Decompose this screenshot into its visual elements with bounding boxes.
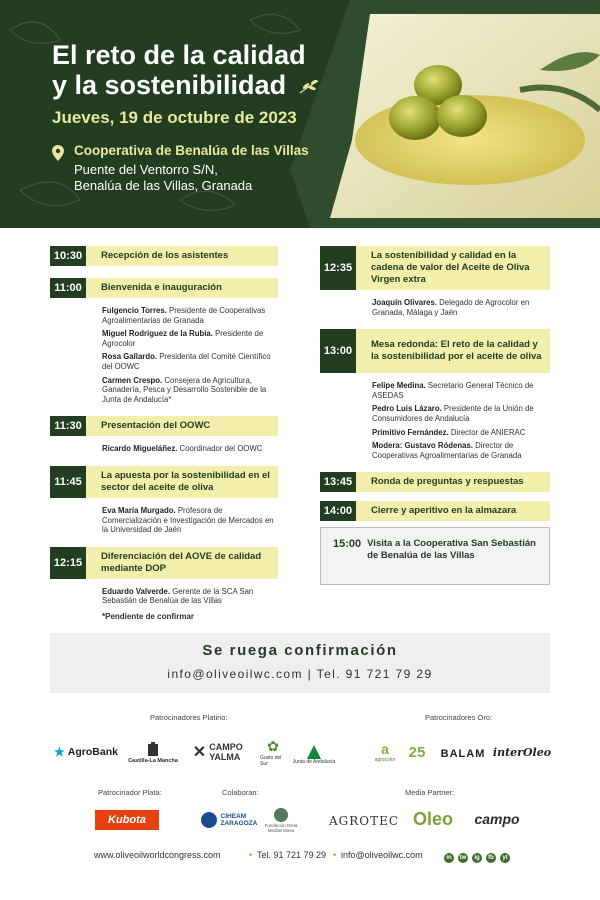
rsvp-box (50, 633, 550, 693)
location-pin-icon (52, 145, 64, 161)
youtube-icon[interactable]: yt (500, 853, 510, 863)
footer: www.oliveoilworldcongress.com • Tel. 91 721 79 29 • info@oliveoilwc.com (94, 850, 423, 860)
silver-label: Patrocinador Plata: (98, 788, 162, 797)
agenda-slot (50, 416, 278, 436)
coat-of-arms-icon (146, 742, 160, 758)
media-label: Media Partner: (405, 788, 455, 797)
footer-website[interactable]: www.oliveoilworldcongress.com (94, 850, 221, 860)
platinum-label: Patrocinadores Platino: (150, 713, 228, 722)
slot-time: 11:45 (50, 466, 86, 498)
agenda-slot (320, 501, 550, 521)
kubota-logo[interactable]: Kubota (95, 810, 159, 830)
campo-yalma-logo[interactable]: ✕ CAMPO YALMA (192, 742, 243, 762)
facebook-icon[interactable]: fb (486, 853, 496, 863)
visit-box (320, 527, 550, 585)
agenda-slot (50, 547, 278, 579)
program-left-column (50, 246, 278, 621)
gusto-del-sur-logo[interactable]: ✿ Gusto del Sur (260, 737, 282, 767)
twitter-icon[interactable]: tw (459, 855, 467, 861)
slot-time: 10:30 (50, 246, 86, 266)
speaker-list (50, 583, 278, 614)
slot-title: Recepción de los asistentes (86, 246, 278, 266)
speaker: Felipe Medina. Secretario General Técnico de ASEDAS (372, 381, 534, 400)
speaker: Pedro Luis Lázaro. Presidente de la Unión de Consumidores de Andalucía (372, 404, 534, 423)
oleo-logo[interactable]: Oleo (412, 808, 453, 829)
speaker: Joaquín Olivares. Delegado de Agrocolor en Granada, Málaga y Jaén (372, 298, 530, 317)
speaker: Fulgencio Torres. Presidente de Cooperativas Agroalimentarias de Granada (102, 306, 266, 325)
slot-title: Presentación del OOWC (86, 416, 278, 436)
slot-time: 13:00 (320, 329, 356, 373)
linkedin-icon[interactable]: in (444, 853, 454, 863)
interoleo-logo[interactable]: interOleo (492, 745, 552, 759)
slot-time: 11:00 (50, 278, 86, 298)
dieta-mediterranea-logo[interactable]: Fundación Dieta Mediterránea (262, 804, 300, 836)
speaker: Miguel Rodríguez de la Rubia. Presidente de Agrocolor (102, 329, 264, 348)
balam-logo[interactable]: BALAM (440, 748, 486, 760)
location-name: Cooperativa de Benalúa de las Villas (74, 143, 309, 158)
speaker: Eduardo Valverde. Gerente de la SCA San Sebastián de Benalúa de las Villas (102, 586, 254, 606)
rsvp-contact[interactable]: info@oliveoilwc.com | Tel. 91 721 79 29 (167, 667, 433, 681)
agrotec-logo[interactable]: AGROTEC (328, 814, 400, 828)
slot-time: 12:35 (320, 246, 356, 290)
footer-phone[interactable]: Tel. 91 721 79 29 (257, 850, 327, 860)
slot-time: 12:15 (50, 547, 86, 579)
address-line-2: Benalúa de las Villas, Granada (74, 178, 253, 193)
agrocolor-logo[interactable]: a agrocolor (374, 741, 396, 763)
speaker: Modera: Gustavo Ródenas. Director de Cooperativas Agroalimentarias de Granada (372, 441, 522, 460)
footer-email[interactable]: info@oliveoilwc.com (341, 850, 423, 860)
speaker: Carmen Crespo. Consejera de Agricultura, Ganadería, Pesca y Desarrollo Sostenible de la Junta de Andalucía* (102, 375, 267, 404)
olive-branch-icon (298, 79, 320, 95)
speaker-list (50, 440, 278, 466)
campo-magazine-logo[interactable]: campo (474, 811, 520, 827)
slot-title: La sostenibilidad y calidad en la cadena de valor del Aceite de Oliva Virgen extra (356, 246, 550, 290)
speaker-list (50, 302, 278, 416)
agenda-slot (320, 329, 550, 373)
agenda-slot (50, 278, 278, 298)
header-banner (0, 0, 600, 228)
slot-time: 14:00 (320, 501, 356, 521)
agrobank-logo[interactable]: ★ AgroBank (54, 745, 118, 759)
address-line-1: Puente del Ventorro S/N, (74, 162, 218, 177)
castilla-la-mancha-logo[interactable]: Castilla-La Mancha (128, 736, 178, 770)
slot-title: Mesa redonda: El reto de la calidad y la sostenibilidad por el aceite de oliva (356, 329, 550, 373)
slot-title: La apuesta por la sostenibilidad en el sector del aceite de oliva (86, 466, 278, 498)
speaker: Eva María Murgado. Profesora de Comercialización e Investigación de Mercados en la Universidad de Jaén (102, 505, 274, 535)
speaker: Primitivo Fernández. Director de ANIERAC (372, 427, 526, 437)
ciheam-emblem-icon (200, 811, 218, 829)
speaker-list (50, 502, 278, 547)
rsvp-title: Se ruega confirmación (202, 642, 398, 659)
agenda-slot (320, 246, 550, 290)
andalucia-emblem-icon (305, 743, 323, 759)
slot-time: 13:45 (320, 472, 356, 492)
agenda-slot (320, 472, 550, 492)
pending-note: *Pendiente de confirmar (102, 611, 195, 621)
agenda-slot (50, 246, 278, 266)
program-right-column (320, 246, 550, 585)
speaker-list (320, 377, 550, 472)
event-date: Jueves, 19 de octubre de 2023 (52, 108, 297, 127)
dieta-emblem-icon (273, 807, 289, 823)
slot-time: 11:30 (50, 416, 86, 436)
speaker: Ricardo Migueláñez. Coordinador del OOWC (102, 444, 263, 454)
collab-label: Colaboran: (222, 788, 259, 797)
speaker: Rosa Gallardo. Presidenta del Comité Científico del OOWC (102, 352, 271, 371)
speaker-list (320, 294, 550, 329)
visit-title: Visita a la Cooperativa San Sebastián de Benalúa de las Villas (367, 538, 536, 562)
gold-label: Patrocinadores Oro: (425, 713, 493, 722)
slot-title: Diferenciación del AOVE de calidad mediante DOP (86, 547, 278, 579)
junta-andalucia-logo[interactable]: Junta de Andalucía (290, 738, 338, 770)
agenda-slot (50, 466, 278, 498)
ciheam-logo[interactable]: CIHEAM ZARAGOZA (198, 806, 254, 834)
slot-title: Cierre y aperitivo en la almazara (356, 501, 550, 521)
visit-time: 15:00 (333, 538, 362, 551)
slot-title: Ronda de preguntas y respuestas (356, 472, 550, 492)
slot-title: Bienvenida e inauguración (86, 278, 278, 298)
instagram-icon[interactable]: ig (472, 853, 482, 863)
agrocolor-25-anniversary-logo[interactable]: 25 (408, 743, 426, 761)
page-title: El reto de la calidad y la sostenibilidad (52, 40, 372, 100)
